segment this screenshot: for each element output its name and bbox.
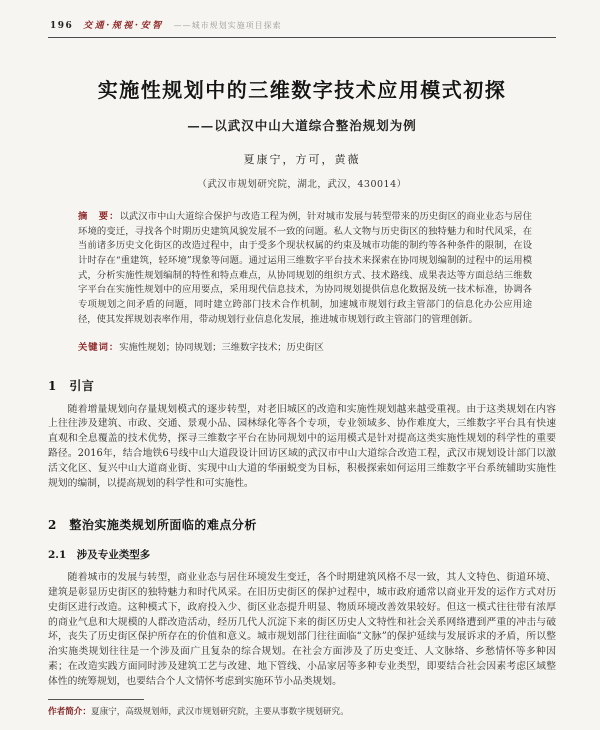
abstract-label: 摘 要： <box>78 211 120 222</box>
authors: 夏康宁，方可，黄薇 <box>243 153 361 166</box>
section-2-heading: 2 整治实施类规划所面临的难点分析 <box>48 517 257 532</box>
author-bio <box>48 705 556 717</box>
section-2-1-paragraph: 随着城市的发展与转型，商业业态与居住环境发生变迁，各个时期建筑风格不尽一致，其人文特色、街道环境、建筑是彰显历史街区的独特魅力和时代风采。在旧历史街区的保护过程中，城市政府通常以商业开发的运作方式对历史街区进行改造。这种模式下，政府投入少、街区业态提升明显、物质环境改善效果较好。但这一模式往往带有浓厚的商业气息和大规模的人群改造活动，经历几代人沉淀下来的街区历史人文特性和社会关系网络遭到严重的冲击与破坏，丧失了历史街区保护所存在的价值和意义。城市规划部门往往面临“文脉”的保护延续与发展诉求的矛盾，所以整治实施类规划往往是一个涉及面广且复杂的综合规划。在社会方面涉及了历史变迁、人文脉络、乡愁情怀等多种因素；在改造实践方面同时涉及建筑工艺与改建、地下管线、小品家居等多种专业类型，即要结合社会因素考虑区域整体性的统筹规划，也要结合个人文情怀考虑到实施环节小品类规划。 <box>48 571 556 688</box>
footnote-rule <box>48 699 144 700</box>
article-subtitle: ——以武汉中山大道综合整治规划为例 <box>187 118 417 133</box>
author-bio-label: 作者简介： <box>48 707 91 717</box>
keywords-label: 关键词： <box>78 341 120 353</box>
keywords-text: 实施性规划；协同规划；三维数字技术；历史街区 <box>119 341 324 353</box>
abstract-text: 以武汉市中山大道综合保护与改造工程为例，针对城市发展与转型带来的历史街区的商业业态与居住环境的变迁，寻找各个时期历史建筑风貌发展不一致的问题。私人文物与历史街区的独特魅力和时代风采，在当前诸多历史文化街区的改造过程中，由于受多个现状权属的约束及城市功能的制约等各种条件的限制，在设计时存在“重建筑，轻环境”现象等问题。通过运用三维数字平台技术来探索在协同规划编制的过程中的运用模式，分析实施性规划编制的特性和特点难点，从协同规划的组织方式、技术路线、成果表达等方面总结三维数字平台在实施性规划中的应用要点，采用现代信息技术，为协同规划提供信息化数据及统一技术标准，协调各专项规划之间矛盾的问题，同时建立跨部门技术合作机制，加速城市规划行政主管部门的信息化办公应用途径，使其发挥规划表率作用，带动规划行业信息化发展，推进城市规划行政主管部门的管理创新。 <box>78 211 532 325</box>
page-footer <box>48 699 556 717</box>
journal-subtitle: ——城市规划实施项目探索 <box>173 21 282 30</box>
section-1-heading: 1 引言 <box>48 378 95 393</box>
author-bio-text: 夏康宁，高级规划师，武汉市规划研究院，主要从事数字规划研究。 <box>90 707 349 717</box>
section-1-paragraph: 随着增量规划向存量规划模式的逐步转型，对老旧城区的改造和实施性规划越来越受重视。由于这类规划在内容上往往涉及建筑、市政、交通、景观小品、园林绿化等各个专项，专业领域多、协作难度大，三维数字平台具有快速直观和全息覆盖的技术优势，探寻三维数字平台在协同规划中的运用模式是针对提高这类实施性规划的科学性的重要路径。2016年，结合地铁6号线中山大道段设计回访区域的武汉市中山大道综合改造工程，武汉市规划设计部门以激活文化区、复兴中山大道商业街、实现中山大道的华丽蜕变为目标，积极探索如何运用三维数字平台系统辅助实施性规划的编制，以提高规划的科学性和可实施性。 <box>48 403 556 489</box>
journal-title: 交通·规视·安智 <box>83 21 164 31</box>
section-2-1-heading: 2.1 涉及专业类型多 <box>48 548 151 561</box>
affiliation: （武汉市规划研究院，湖北，武汉，430014） <box>197 179 407 190</box>
page-header <box>48 14 556 38</box>
article-title: 实施性规划中的三维数字技术应用模式初探 <box>97 78 507 102</box>
abstract <box>78 210 532 328</box>
page-number: 196 <box>50 21 74 31</box>
keywords <box>78 339 532 353</box>
